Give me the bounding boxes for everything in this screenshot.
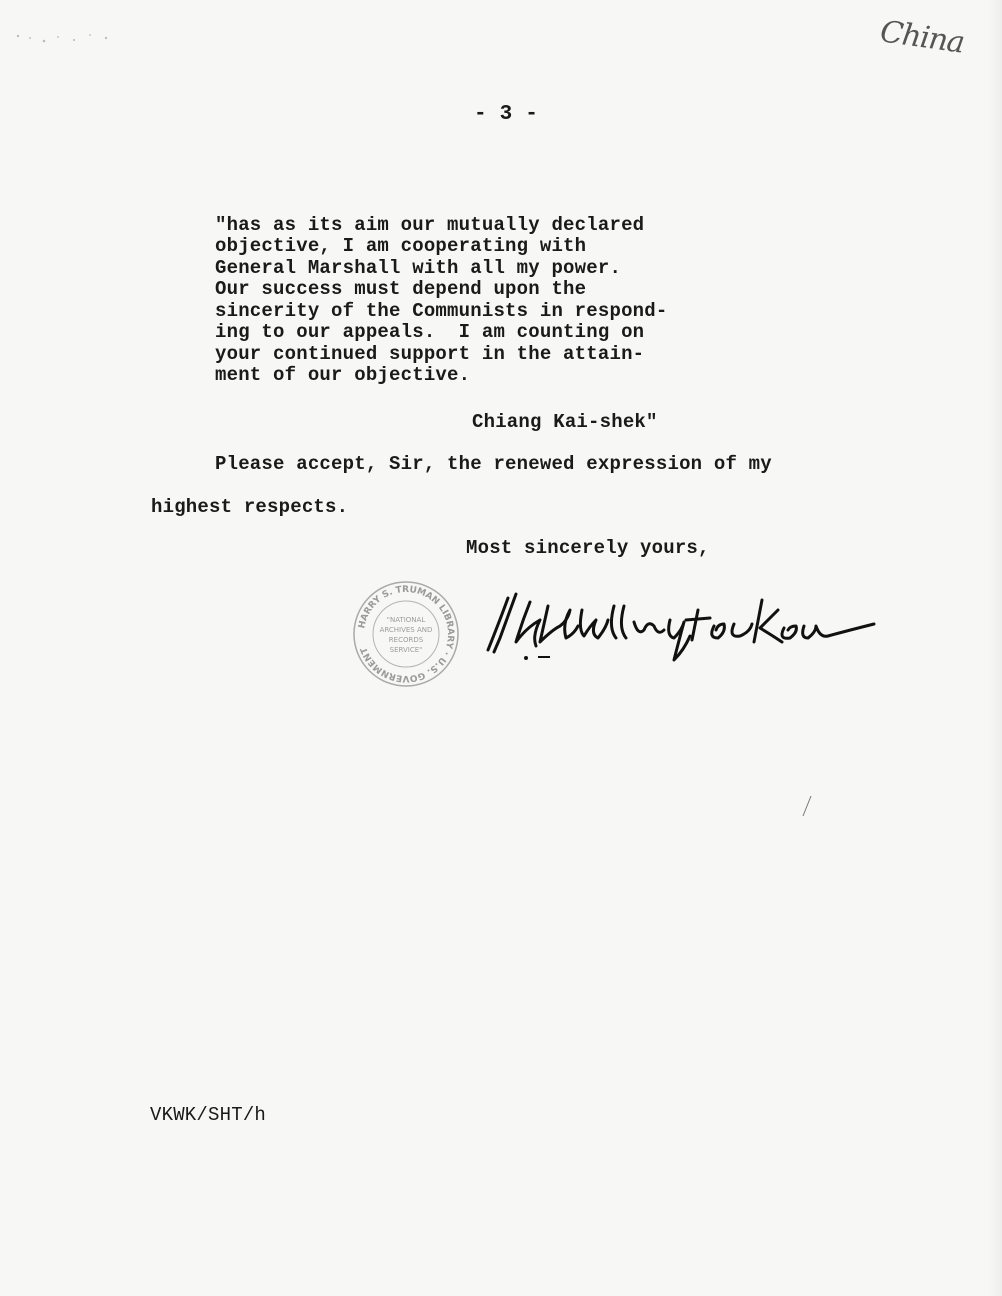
quote-line: objective, I am cooperating with	[215, 235, 587, 257]
handwritten-signature	[478, 580, 878, 670]
stamp-inner-line: SERVICE"	[389, 646, 423, 654]
valediction: Most sincerely yours,	[466, 537, 710, 559]
page-number: - 3 -	[474, 103, 539, 126]
reference-initials: VKWK/SHT/h	[150, 1104, 267, 1126]
page-edge-shadow	[988, 0, 1002, 1296]
stamp-outer-text: HARRY S. TRUMAN LIBRARY · U.S. GOVERNMENT	[357, 584, 456, 684]
quote-line: sincerity of the Communists in respond-	[215, 300, 668, 322]
stamp-inner-line: RECORDS	[388, 636, 424, 644]
quote-line: Our success must depend upon the	[215, 278, 587, 300]
quote-signature: Chiang Kai-shek"	[472, 411, 658, 433]
quote-line: "has as its aim our mutually declared	[215, 214, 645, 236]
paper-specks	[0, 0, 160, 60]
stamp-inner-line: "NATIONAL	[386, 616, 426, 624]
archives-stamp	[352, 580, 460, 688]
pencil-mark	[795, 790, 825, 820]
handwritten-margin-note: China	[877, 14, 967, 61]
stamp-inner-line: ARCHIVES AND	[379, 626, 433, 634]
quote-line: General Marshall with all my power.	[215, 257, 622, 279]
quote-line: your continued support in the attain-	[215, 343, 645, 365]
closing-line: highest respects.	[151, 496, 349, 518]
quote-line: ment of our objective.	[215, 364, 471, 386]
closing-line: Please accept, Sir, the renewed expression of my	[215, 453, 772, 475]
quote-line: ing to our appeals. I am counting on	[215, 321, 645, 343]
